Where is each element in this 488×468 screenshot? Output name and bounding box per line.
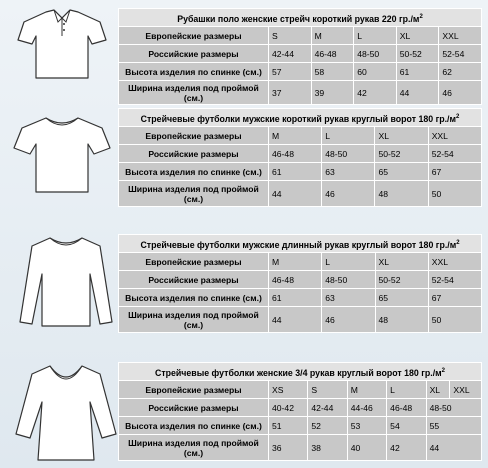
cell: 48 xyxy=(375,307,428,333)
cell: 65 xyxy=(375,163,428,181)
cell: XL xyxy=(375,127,428,145)
table-row xyxy=(119,163,482,181)
polo-shirt-icon xyxy=(16,8,108,80)
table-row xyxy=(119,381,482,399)
cell: 65 xyxy=(375,289,428,307)
cell: M xyxy=(269,253,322,271)
table-title: Стрейчевые футболки мужские короткий рукав круглый ворот 180 $гр./м^2$ xyxy=(119,109,482,127)
size-table-mens-long-sleeve xyxy=(118,234,482,333)
table-row xyxy=(119,253,482,271)
row-label-height: Высота изделия по спинке (см.) xyxy=(119,417,269,435)
table-row xyxy=(119,145,482,163)
row-label-eu: Европейские размеры xyxy=(119,381,269,399)
cell: 67 xyxy=(428,163,481,181)
cell: 44-46 xyxy=(347,399,386,417)
table-row xyxy=(119,63,482,81)
cell: L xyxy=(322,253,375,271)
table-title: Стрейчевые футболки женские 3/4 рукав круглый ворот 180 $гр./м^2$ xyxy=(119,363,482,381)
table-title: Стрейчевые футболки мужские длинный рукав круглый ворот 180 $гр./м^2$ xyxy=(119,235,482,253)
cell: 50-52 xyxy=(375,145,428,163)
table-row xyxy=(119,127,482,145)
cell: 52-54 xyxy=(439,45,482,63)
table-title-row xyxy=(119,235,482,253)
cell: 44 xyxy=(396,81,439,105)
row-label-width: Ширина изделия под проймой (см.) xyxy=(119,81,269,105)
cell: 62 xyxy=(439,63,482,81)
cell: 37 xyxy=(269,81,312,105)
cell: XXL xyxy=(450,381,482,399)
cell: XL xyxy=(426,381,450,399)
short-sleeve-tshirt-icon xyxy=(12,114,112,194)
cell: 50 xyxy=(428,181,481,207)
cell: 63 xyxy=(322,163,375,181)
row-label-ru: Российские размеры xyxy=(119,145,269,163)
row-label-eu: Европейские размеры xyxy=(119,253,269,271)
cell: 63 xyxy=(322,289,375,307)
cell: 44 xyxy=(426,435,481,461)
cell: 46-48 xyxy=(311,45,354,63)
row-label-height: Высота изделия по спинке (см.) xyxy=(119,163,269,181)
row-label-width: Ширина изделия под проймой (см.) xyxy=(119,435,269,461)
cell: 48 xyxy=(375,181,428,207)
cell: 57 xyxy=(269,63,312,81)
cell: 50-52 xyxy=(396,45,439,63)
cell: XL xyxy=(375,253,428,271)
long-sleeve-tshirt-icon xyxy=(18,234,114,330)
row-label-ru: Российские размеры xyxy=(119,45,269,63)
cell: 55 xyxy=(426,417,481,435)
cell: 60 xyxy=(354,63,397,81)
cell: M xyxy=(311,27,354,45)
cell: 48-50 xyxy=(354,45,397,63)
cell: 61 xyxy=(396,63,439,81)
cell: 48-50 xyxy=(322,271,375,289)
cell: 48-50 xyxy=(426,399,481,417)
row-label-eu: Европейские размеры xyxy=(119,127,269,145)
cell: 50-52 xyxy=(375,271,428,289)
cell: XL xyxy=(396,27,439,45)
cell: 58 xyxy=(311,63,354,81)
cell: M xyxy=(269,127,322,145)
cell: 48-50 xyxy=(322,145,375,163)
cell: L xyxy=(322,127,375,145)
cell: XXL xyxy=(428,253,481,271)
size-table-womens-three-quarter xyxy=(118,362,482,461)
table-row xyxy=(119,435,482,461)
cell: XS xyxy=(269,381,308,399)
table-row xyxy=(119,289,482,307)
table-row xyxy=(119,181,482,207)
table-row xyxy=(119,399,482,417)
cell: 42 xyxy=(354,81,397,105)
cell: 53 xyxy=(347,417,386,435)
cell: 67 xyxy=(428,289,481,307)
row-label-height: Высота изделия по спинке (см.) xyxy=(119,289,269,307)
cell: 42 xyxy=(387,435,426,461)
size-table-mens-short-sleeve xyxy=(118,108,482,207)
cell: 51 xyxy=(269,417,308,435)
cell: 46-48 xyxy=(269,271,322,289)
cell: S xyxy=(269,27,312,45)
cell: L xyxy=(354,27,397,45)
row-label-width: Ширина изделия под проймой (см.) xyxy=(119,307,269,333)
table-row xyxy=(119,81,482,105)
cell: 52-54 xyxy=(428,271,481,289)
table-title: Рубашки поло женские стрейч короткий рукав 220 $гр./м^2$ xyxy=(119,9,482,27)
cell: 44 xyxy=(269,307,322,333)
size-table-polo xyxy=(118,8,482,105)
table-title-row xyxy=(119,363,482,381)
cell: 52-54 xyxy=(428,145,481,163)
cell: 46 xyxy=(322,181,375,207)
cell: S xyxy=(308,381,347,399)
cell: 40-42 xyxy=(269,399,308,417)
cell: 42-44 xyxy=(308,399,347,417)
row-label-eu: Европейские размеры xyxy=(119,27,269,45)
row-label-ru: Российские размеры xyxy=(119,271,269,289)
cell: XXL xyxy=(428,127,481,145)
cell: M xyxy=(347,381,386,399)
cell: 46-48 xyxy=(387,399,426,417)
table-row xyxy=(119,271,482,289)
cell: 61 xyxy=(269,163,322,181)
cell: 52 xyxy=(308,417,347,435)
row-label-width: Ширина изделия под проймой (см.) xyxy=(119,181,269,207)
table-row xyxy=(119,27,482,45)
table-title-row xyxy=(119,9,482,27)
cell: 50 xyxy=(428,307,481,333)
cell: XXL xyxy=(439,27,482,45)
table-row xyxy=(119,45,482,63)
cell: 38 xyxy=(308,435,347,461)
cell: 46-48 xyxy=(269,145,322,163)
table-title-row xyxy=(119,109,482,127)
table-row xyxy=(119,417,482,435)
cell: 46 xyxy=(439,81,482,105)
cell: 61 xyxy=(269,289,322,307)
cell: 46 xyxy=(322,307,375,333)
womens-three-quarter-sleeve-icon xyxy=(14,362,118,464)
row-label-height: Высота изделия по спинке (см.) xyxy=(119,63,269,81)
cell: 36 xyxy=(269,435,308,461)
cell: 42-44 xyxy=(269,45,312,63)
row-label-ru: Российские размеры xyxy=(119,399,269,417)
cell: 40 xyxy=(347,435,386,461)
cell: L xyxy=(387,381,426,399)
cell: 44 xyxy=(269,181,322,207)
cell: 39 xyxy=(311,81,354,105)
cell: 54 xyxy=(387,417,426,435)
table-row xyxy=(119,307,482,333)
